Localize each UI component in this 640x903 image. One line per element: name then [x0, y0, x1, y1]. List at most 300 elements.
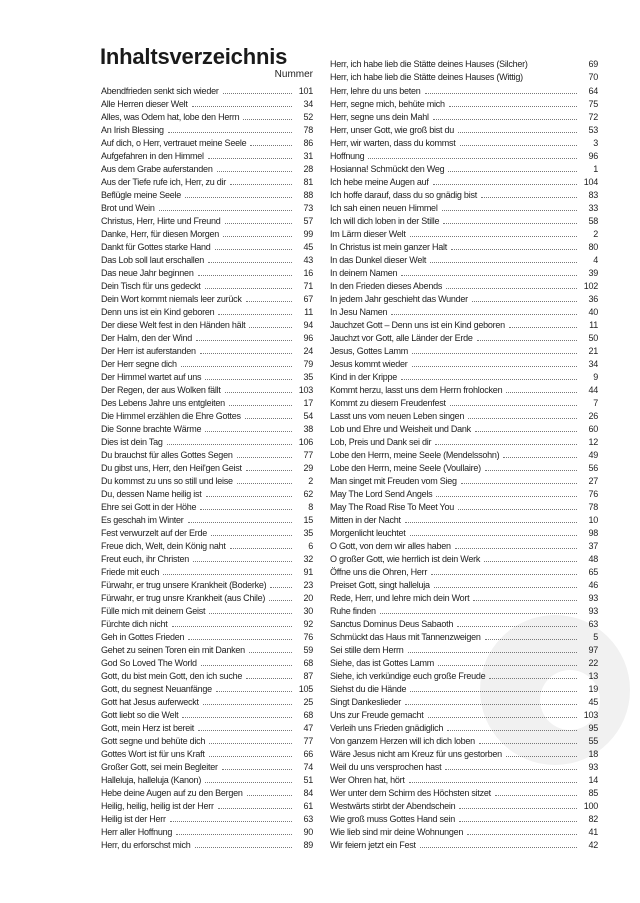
entry-number: 6: [308, 541, 313, 551]
entry-title: Mitten in der Nacht: [330, 515, 401, 525]
toc-entry: [330, 318, 598, 331]
entry-number: 5: [593, 632, 598, 642]
dot-leader: [217, 162, 292, 172]
dot-leader: [167, 435, 292, 445]
toc-column-left: [101, 84, 313, 851]
entry-title: Christus, Herr, Hirte und Freund: [101, 216, 221, 226]
entry-number: 94: [303, 320, 313, 330]
dot-leader: [209, 604, 292, 614]
dot-leader: [188, 630, 292, 640]
toc-entry: [330, 84, 598, 97]
toc-entry: [330, 305, 598, 318]
toc-entry: [101, 136, 313, 149]
toc-entry: [330, 539, 598, 552]
dot-leader: [428, 708, 577, 718]
toc-entry: [101, 305, 313, 318]
toc-entry: [101, 838, 313, 851]
dot-leader: [205, 422, 292, 432]
entry-number: 13: [588, 671, 598, 681]
dot-leader: [459, 799, 577, 809]
dot-leader: [182, 708, 292, 718]
entry-title: Uns zur Freude gemacht: [330, 710, 424, 720]
entry-number: 8: [308, 502, 313, 512]
toc-entry: [101, 825, 313, 838]
entry-title: Fürchte dich nicht: [101, 619, 168, 629]
entry-title: Du kommst zu uns so still und leise: [101, 476, 233, 486]
dot-leader: [200, 344, 292, 354]
toc-entry: [101, 422, 313, 435]
dot-leader: [446, 279, 577, 289]
dot-leader: [532, 58, 577, 67]
entry-title: In Jesu Namen: [330, 307, 388, 317]
dot-leader: [270, 578, 292, 588]
entry-number: 36: [588, 294, 598, 304]
entry-title: Herr, lehre du uns beten: [330, 86, 421, 96]
entry-title: Kommt zu diesem Freudenfest: [330, 398, 446, 408]
dot-leader: [237, 474, 292, 484]
toc-entry: [330, 708, 598, 721]
entry-title: Ich hebe meine Augen auf: [330, 177, 429, 187]
entry-title: Fürwahr, er trug unsere Krankheit (Boderke): [101, 580, 267, 590]
dot-leader: [203, 695, 292, 705]
entry-title: Das Lob soll laut erschallen: [101, 255, 205, 265]
toc-entry: [330, 760, 598, 773]
entry-title: Großer Gott, sei mein Begleiter: [101, 762, 218, 772]
dot-leader: [436, 487, 577, 497]
dot-leader: [410, 526, 577, 536]
entry-number: 40: [588, 307, 598, 317]
entry-title: Du brauchst für alles Gottes Segen: [101, 450, 233, 460]
entry-title: Herr, segne mich, behüte mich: [330, 99, 445, 109]
entry-number: 70: [588, 72, 598, 82]
dot-leader: [458, 123, 577, 133]
entry-number: 92: [303, 619, 313, 629]
toc-entry: [330, 591, 598, 604]
entry-number: 67: [303, 294, 313, 304]
entry-title: Freue dich, Welt, dein König naht: [101, 541, 226, 551]
entry-number: 38: [303, 424, 313, 434]
dot-leader: [170, 812, 292, 822]
entry-number: 45: [588, 697, 598, 707]
entry-title: Siehe, ich verkündige euch große Freude: [330, 671, 486, 681]
dot-leader: [443, 214, 577, 224]
dot-leader: [246, 669, 292, 679]
entry-number: 101: [298, 86, 313, 96]
entry-title: Heilig, heilig, heilig ist der Herr: [101, 801, 214, 811]
toc-entry: [330, 240, 598, 253]
dot-leader: [455, 539, 577, 549]
entry-title: Jesus, Gottes Lamm: [330, 346, 409, 356]
entry-title: Weil du uns versprochen hast: [330, 762, 442, 772]
entry-title: Sanctus Dominus Deus Sabaoth: [330, 619, 454, 629]
toc-entry: [330, 175, 598, 188]
toc-entry: [101, 682, 313, 695]
dot-leader: [230, 539, 292, 549]
dot-leader: [458, 500, 577, 510]
toc-entry: [330, 422, 598, 435]
dot-leader: [433, 110, 577, 120]
entry-title: Du gibst uns, Herr, den Heil'gen Geist: [101, 463, 242, 473]
entry-number: 84: [303, 788, 313, 798]
entry-title: Dies ist dein Tag: [101, 437, 163, 447]
entry-title: Lobe den Herrn, meine Seele (Voullaire): [330, 463, 481, 473]
entry-number: 45: [303, 242, 313, 252]
entry-title: Denn uns ist ein Kind geboren: [101, 307, 215, 317]
entry-number: 53: [588, 125, 598, 135]
entry-number: 69: [588, 59, 598, 69]
entry-title: Ich sah einen neuen Himmel: [330, 203, 438, 213]
dot-leader: [172, 617, 292, 627]
toc-entry: [101, 435, 313, 448]
entry-title: May The Lord Send Angels: [330, 489, 433, 499]
entry-title: Wer Ohren hat, hört: [330, 775, 405, 785]
entry-number: 50: [588, 333, 598, 343]
toc-entry: [101, 487, 313, 500]
entry-number: 80: [588, 242, 598, 252]
dot-leader: [460, 136, 577, 146]
toc-entry: [101, 84, 313, 97]
dot-leader: [159, 201, 292, 211]
entry-title: Schmückt das Haus mit Tannenzweigen: [330, 632, 481, 642]
entry-number: 93: [588, 593, 598, 603]
toc-entry: [101, 695, 313, 708]
entry-number: 24: [303, 346, 313, 356]
entry-number: 29: [303, 463, 313, 473]
dot-leader: [181, 357, 292, 367]
entry-title: Auf dich, o Herr, vertrauet meine Seele: [101, 138, 247, 148]
toc-entry: [330, 565, 598, 578]
entry-number: 91: [303, 567, 313, 577]
toc-entry: [101, 448, 313, 461]
dot-leader: [249, 643, 292, 653]
entry-number: 100: [583, 801, 598, 811]
entry-title: Gott hat Jesus auferweckt: [101, 697, 199, 707]
toc-entry: [101, 773, 313, 786]
dot-leader: [527, 71, 577, 80]
entry-number: 96: [588, 151, 598, 161]
toc-entry: [330, 695, 598, 708]
entry-title: Herr, du erforschst mich: [101, 840, 191, 850]
toc-entry: [101, 630, 313, 643]
dot-leader: [472, 292, 577, 302]
entry-number: 96: [303, 333, 313, 343]
dot-leader: [405, 695, 577, 705]
entry-number: 93: [588, 762, 598, 772]
entry-number: 26: [588, 411, 598, 421]
toc-entry: [101, 292, 313, 305]
entry-number: 104: [583, 177, 598, 187]
toc-entry: [330, 669, 598, 682]
entry-number: 3: [593, 138, 598, 148]
dot-leader: [412, 357, 577, 367]
dot-leader: [477, 331, 577, 341]
entry-title: Der diese Welt fest in den Händen hält: [101, 320, 246, 330]
toc-entry: [330, 747, 598, 760]
toc-entry: [330, 123, 598, 136]
entry-number: 20: [303, 593, 313, 603]
toc-entry: [330, 292, 598, 305]
entry-title: Rede, Herr, und lehre mich dein Wort: [330, 593, 470, 603]
entry-title: Freut euch, ihr Christen: [101, 554, 190, 564]
dot-leader: [208, 149, 292, 159]
dot-leader: [506, 747, 577, 757]
entry-title: Herr aller Hoffnung: [101, 827, 173, 837]
dot-leader: [200, 500, 292, 510]
entry-title: God So Loved The World: [101, 658, 197, 668]
dot-leader: [237, 448, 292, 458]
entry-number: 19: [588, 684, 598, 694]
entry-number: 32: [303, 554, 313, 564]
entry-number: 103: [583, 710, 598, 720]
entry-number: 105: [298, 684, 313, 694]
entry-number: 48: [588, 554, 598, 564]
entry-title: Man singet mit Freuden vom Sieg: [330, 476, 457, 486]
entry-number: 77: [303, 450, 313, 460]
entry-title: Du, dessen Name heilig ist: [101, 489, 202, 499]
entry-number: 59: [303, 645, 313, 655]
dot-leader: [192, 97, 292, 107]
entry-title: Im Lärm dieser Welt: [330, 229, 406, 239]
entry-number: 1: [593, 164, 598, 174]
entry-title: Heilig ist der Herr: [101, 814, 166, 824]
entry-title: Beflügle meine Seele: [101, 190, 182, 200]
dot-leader: [412, 344, 577, 354]
toc-entry: [101, 617, 313, 630]
dot-leader: [225, 214, 292, 224]
entry-title: Westwärts stirbt der Abendschein: [330, 801, 456, 811]
entry-title: Dein Tisch für uns gedeckt: [101, 281, 201, 291]
entry-number: 82: [588, 814, 598, 824]
toc-entry: [330, 214, 598, 227]
entry-title: Herr, ich habe lieb die Stätte deines Hauses (Silcher): [330, 59, 528, 69]
entry-number: 87: [303, 671, 313, 681]
entry-title: Lasst uns vom neuen Leben singen: [330, 411, 465, 421]
entry-title: Fülle mich mit deinem Geist: [101, 606, 206, 616]
entry-number: 10: [588, 515, 598, 525]
toc-entry: [330, 409, 598, 422]
entry-title: Wir feiern jetzt ein Fest: [330, 840, 416, 850]
toc-entry: [101, 188, 313, 201]
toc-entry: [101, 162, 313, 175]
dot-leader: [208, 253, 292, 263]
entry-number: 106: [298, 437, 313, 447]
dot-leader: [468, 409, 577, 419]
entry-number: 74: [303, 762, 313, 772]
dot-leader: [485, 461, 577, 471]
toc-entry: [101, 604, 313, 617]
toc-entry: [330, 136, 598, 149]
entry-number: 78: [588, 502, 598, 512]
entry-title: Aus dem Grabe auferstanden: [101, 164, 213, 174]
toc-entry: [330, 799, 598, 812]
entry-number: 51: [303, 775, 313, 785]
toc-entry: [101, 357, 313, 370]
toc-entry: [330, 617, 598, 630]
dot-leader: [245, 409, 292, 419]
entry-number: 76: [588, 489, 598, 499]
toc-entry: [330, 474, 598, 487]
toc-entry: [101, 552, 313, 565]
entry-number: 95: [588, 723, 598, 733]
entry-number: 98: [588, 528, 598, 538]
toc-entry: [330, 526, 598, 539]
dot-leader: [431, 565, 577, 575]
toc-entry: [330, 461, 598, 474]
entry-title: Lob und Ehre und Weisheit und Dank: [330, 424, 471, 434]
toc-entry: [330, 630, 598, 643]
toc-column-right: [330, 58, 598, 851]
entry-number: 78: [303, 125, 313, 135]
dot-leader: [438, 656, 577, 666]
dot-leader: [205, 370, 292, 380]
dot-leader: [461, 474, 577, 484]
entry-number: 42: [588, 840, 598, 850]
entry-number: 88: [303, 190, 313, 200]
toc-entry: [330, 812, 598, 825]
entry-title: Gott segne und behüte dich: [101, 736, 206, 746]
entry-number: 31: [303, 151, 313, 161]
toc-entry: [101, 201, 313, 214]
dot-leader: [509, 318, 577, 328]
toc-entry: [101, 396, 313, 409]
toc-entry: [101, 591, 313, 604]
dot-leader: [459, 812, 577, 822]
dot-leader: [196, 331, 292, 341]
entry-number: 14: [588, 775, 598, 785]
entry-number: 61: [303, 801, 313, 811]
entry-title: Lobe den Herrn, meine Seele (Mendelssohn): [330, 450, 500, 460]
entry-title: Kind in der Krippe: [330, 372, 398, 382]
entry-number: 66: [303, 749, 313, 759]
entry-number: 63: [588, 619, 598, 629]
page-title: Inhaltsverzeichnis: [100, 44, 288, 69]
dot-leader: [457, 617, 577, 627]
dot-leader: [368, 149, 577, 159]
entry-title: Gottes Wort ist für uns Kraft: [101, 749, 205, 759]
entry-title: O großer Gott, wie herrlich ist dein Werk: [330, 554, 481, 564]
dot-leader: [410, 682, 577, 692]
entry-title: Jesus kommt wieder: [330, 359, 408, 369]
toc-entry: [101, 734, 313, 747]
entry-title: Abendfrieden senkt sich wieder: [101, 86, 219, 96]
entry-title: Jauchzet Gott – Denn uns ist ein Kind geboren: [330, 320, 505, 330]
entry-number: 64: [588, 86, 598, 96]
entry-number: 102: [583, 281, 598, 291]
entry-number: 62: [303, 489, 313, 499]
toc-entry: [101, 331, 313, 344]
entry-number: 56: [588, 463, 598, 473]
dot-leader: [201, 656, 292, 666]
entry-title: Ich will dich loben in der Stille: [330, 216, 440, 226]
toc-entry: [330, 786, 598, 799]
dot-leader: [222, 760, 292, 770]
entry-number: 54: [303, 411, 313, 421]
dot-leader: [215, 240, 292, 250]
toc-entry: [101, 318, 313, 331]
toc-entry: [101, 175, 313, 188]
dot-leader: [425, 84, 577, 94]
entry-number: 41: [588, 827, 598, 837]
toc-entry: [330, 604, 598, 617]
entry-number: 49: [588, 450, 598, 460]
entry-title: Morgenlicht leuchtet: [330, 528, 406, 538]
dot-leader: [380, 604, 577, 614]
toc-entry: [101, 799, 313, 812]
toc-entry: [101, 266, 313, 279]
toc-entry: [330, 58, 598, 71]
dot-leader: [479, 734, 577, 744]
entry-title: Der Himmel wartet auf uns: [101, 372, 202, 382]
toc-entry: [330, 253, 598, 266]
dot-leader: [434, 578, 577, 588]
entry-number: 16: [303, 268, 313, 278]
toc-entry: [101, 721, 313, 734]
toc-entry: [101, 539, 313, 552]
entry-title: Ruhe finden: [330, 606, 376, 616]
toc-entry: [101, 669, 313, 682]
entry-number: 25: [303, 697, 313, 707]
entry-title: Fest verwurzelt auf der Erde: [101, 528, 208, 538]
entry-number: 68: [303, 658, 313, 668]
entry-number: 83: [588, 190, 598, 200]
entry-number: 89: [303, 840, 313, 850]
toc-entry: [101, 708, 313, 721]
dot-leader: [243, 110, 292, 120]
entry-title: Danke, Herr, für diesen Morgen: [101, 229, 220, 239]
entry-title: Aus der Tiefe rufe ich, Herr, zu dir: [101, 177, 227, 187]
entry-title: Preiset Gott, singt halleluja: [330, 580, 430, 590]
entry-number: 15: [303, 515, 313, 525]
toc-entry: [101, 474, 313, 487]
entry-title: Das neue Jahr beginnen: [101, 268, 194, 278]
dot-leader: [223, 227, 292, 237]
entry-number: 23: [303, 580, 313, 590]
dot-leader: [445, 760, 577, 770]
entry-number: 4: [593, 255, 598, 265]
toc-entry: [101, 110, 313, 123]
toc-entry: [330, 656, 598, 669]
dot-leader: [250, 136, 292, 146]
entry-title: Öffne uns die Ohren, Herr: [330, 567, 428, 577]
toc-entry: [101, 214, 313, 227]
toc-entry: [330, 682, 598, 695]
dot-leader: [193, 552, 292, 562]
dot-leader: [409, 773, 577, 783]
toc-entry: [101, 643, 313, 656]
entry-title: Hosianna! Schmückt den Weg: [330, 164, 445, 174]
entry-title: Gott, mein Herz ist bereit: [101, 723, 195, 733]
entry-title: In den Frieden dieses Abends: [330, 281, 443, 291]
toc-entry: [330, 500, 598, 513]
entry-title: An Irish Blessing: [101, 125, 164, 135]
dot-leader: [205, 773, 292, 783]
toc-entry: [330, 773, 598, 786]
entry-title: Wäre Jesus nicht am Kreuz für uns gestorben: [330, 749, 502, 759]
dot-leader: [489, 669, 577, 679]
dot-leader: [442, 201, 577, 211]
dot-leader: [447, 721, 577, 731]
entry-number: 35: [303, 372, 313, 382]
toc-entry: [330, 331, 598, 344]
dot-leader: [495, 786, 577, 796]
dot-leader: [188, 513, 292, 523]
toc-entry: [330, 448, 598, 461]
toc-entry: [330, 201, 598, 214]
entry-number: 57: [303, 216, 313, 226]
entry-title: Ich hoffe darauf, dass du so gnädig bist: [330, 190, 477, 200]
entry-number: 46: [588, 580, 598, 590]
entry-number: 68: [303, 710, 313, 720]
